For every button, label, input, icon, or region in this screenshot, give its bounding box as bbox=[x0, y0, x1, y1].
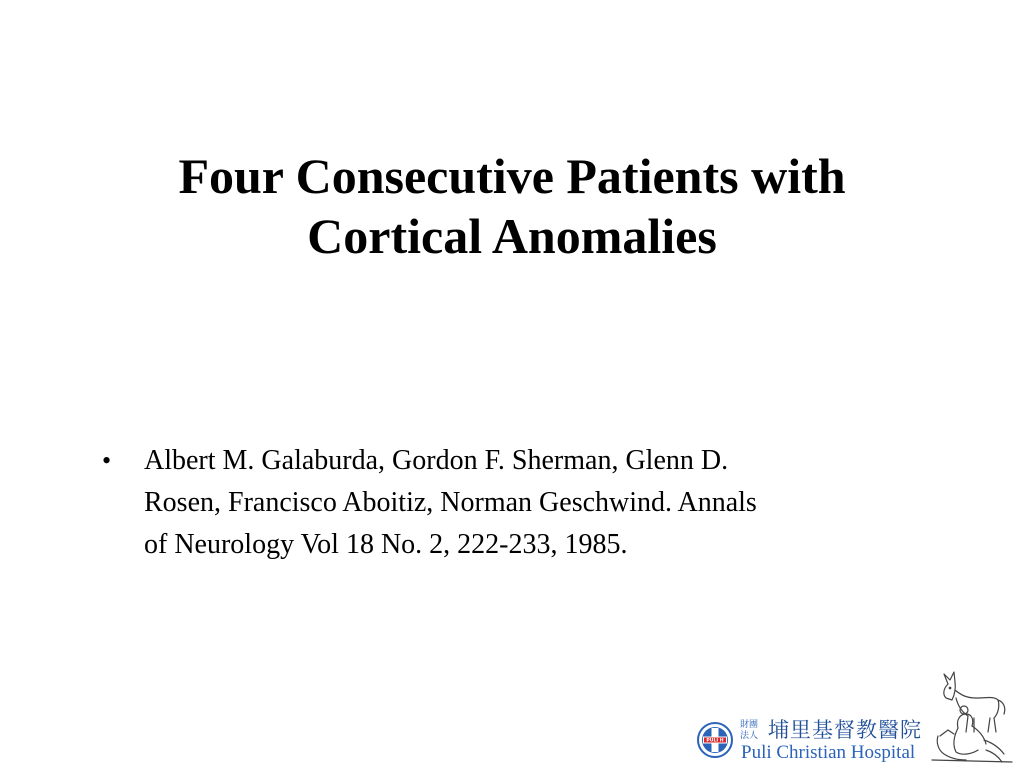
logo-small-chinese-line-2: 法人 bbox=[740, 731, 759, 741]
citation-line-3: of Neurology Vol 18 No. 2, 222-233, 1985. bbox=[144, 529, 628, 560]
logo-small-chinese bbox=[740, 720, 762, 742]
title-line-1: Four Consecutive Patients with bbox=[178, 148, 846, 204]
slide-title bbox=[60, 146, 964, 266]
bullet-item bbox=[100, 440, 890, 566]
citation-line-2: Rosen, Francisco Aboitiz, Norman Geschwind. Annals bbox=[144, 487, 757, 518]
bullet-list bbox=[100, 440, 890, 566]
logo-english-name: Puli Christian Hospital bbox=[741, 742, 916, 763]
hospital-cross-badge-icon bbox=[697, 722, 733, 758]
title-line-2: Cortical Anomalies bbox=[307, 208, 717, 264]
logo-small-chinese-line-1: 財團 bbox=[740, 720, 759, 730]
donkey-rider-illustration-icon bbox=[928, 670, 1014, 764]
citation-line-1: Albert M. Galaburda, Gordon F. Sherman, Glenn D. bbox=[144, 445, 729, 476]
bullet-marker: • bbox=[102, 446, 112, 475]
hospital-logo bbox=[694, 668, 1016, 764]
badge-text: PULI H bbox=[706, 738, 724, 744]
logo-chinese-name: 埔里基督教醫院 bbox=[768, 718, 922, 742]
